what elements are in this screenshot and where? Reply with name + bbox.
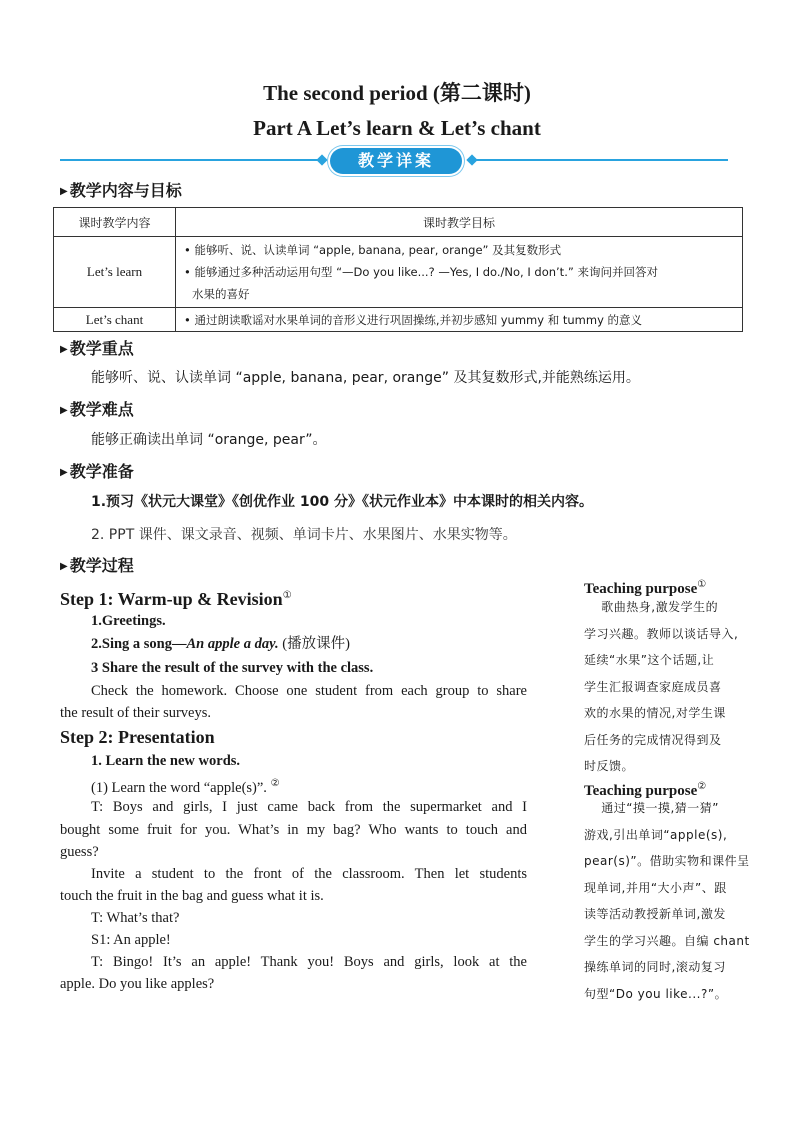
instruction-line: Invite a student to the front of the classroom. Then let students bbox=[91, 866, 527, 882]
triangle-bullet-icon: ▶ bbox=[60, 467, 68, 478]
dialogue-line: guess? bbox=[60, 844, 99, 860]
key-points-text: 能够听、说、认读单词 “apple, banana, pear, orange” 及其复数形式,并能熟练运用。 bbox=[91, 370, 640, 386]
table-row bbox=[54, 237, 743, 308]
teaching-purpose-1-title: Teaching purpose① bbox=[584, 579, 707, 597]
step1-item-2: 2.Sing a song—An apple a day. (播放课件) bbox=[91, 636, 350, 652]
step1-title: Step 1: Warm-up & Revision① bbox=[60, 589, 292, 609]
section-heading-preparation: ▶ 教学准备 bbox=[60, 462, 134, 481]
footnote-marker: ① bbox=[697, 579, 707, 590]
dialogue-line: S1: An apple! bbox=[91, 932, 171, 948]
banner-line-right bbox=[472, 159, 728, 161]
triangle-bullet-icon: ▶ bbox=[60, 344, 68, 355]
triangle-bullet-icon: ▶ bbox=[60, 561, 68, 572]
preparation-item-1: 1.预习《状元大课堂》《创优作业 100 分》《状元作业本》中本课时的相关内容。 bbox=[91, 494, 594, 510]
footnote-marker: ② bbox=[270, 778, 280, 789]
table-header-content: 课时教学内容 bbox=[54, 208, 176, 237]
teaching-purpose-2-text: 通过“摸一摸,猜一猜” 游戏,引出单词“apple(s), pear(s)”。借助实物和课件呈 现单词,并用“大小声”、跟 读等活动教授新单词,激发 学生的学习兴趣。自编 chant 操练单词的同时,滚动复习 句型“Do you like...?”。 bbox=[584, 801, 750, 1001]
step1-item-3: 3 Share the result of the survey with the class. bbox=[91, 660, 374, 676]
goal-line: • 能够听、说、认读单词 “apple, banana, pear, orange” 及其复数形式 bbox=[184, 243, 562, 257]
footnote-marker: ① bbox=[282, 590, 292, 601]
section-heading-difficulties: ▶ 教学难点 bbox=[60, 400, 134, 419]
step2-sub-1-1: (1) Learn the word “apple(s)”. ② bbox=[91, 778, 280, 796]
goal-line: 水果的喜好 bbox=[192, 287, 250, 301]
step1-item-1: 1.Greetings. bbox=[91, 613, 166, 629]
triangle-bullet-icon: ▶ bbox=[60, 405, 68, 416]
dialogue-line: bought some fruit for you. What’s in my bag? Who wants to touch and bbox=[60, 822, 527, 838]
table-cell-content: Let’s learn bbox=[54, 237, 176, 308]
dialogue-line: T: What’s that? bbox=[91, 910, 180, 926]
teaching-purpose-2-title: Teaching purpose② bbox=[584, 781, 707, 799]
section-heading-process: ▶ 教学过程 bbox=[60, 556, 134, 575]
preparation-item-2: 2. PPT 课件、课文录音、视频、单词卡片、水果图片、水果实物等。 bbox=[91, 527, 517, 543]
page-title: The second period (第二课时) bbox=[263, 81, 531, 105]
table-row bbox=[54, 308, 743, 332]
table-cell-content: Let’s chant bbox=[54, 308, 176, 332]
banner-diamond-left bbox=[316, 154, 327, 165]
table-header-row bbox=[54, 208, 743, 237]
banner-label: 教学详案 bbox=[330, 148, 462, 174]
step2-title: Step 2: Presentation bbox=[60, 727, 215, 747]
goal-line: • 能够通过多种活动运用句型 “—Do you like...? —Yes, I do./No, I don’t.” 来询问并回答对 bbox=[184, 265, 658, 279]
banner-line-left bbox=[60, 159, 324, 161]
goal-line: • 通过朗读歌谣对水果单词的音形义进行巩固操练,并初步感知 yummy 和 tummy 的意义 bbox=[184, 312, 643, 327]
section-heading-content-goals: ▶ 教学内容与目标 bbox=[60, 181, 182, 200]
step2-sub-1: 1. Learn the new words. bbox=[91, 753, 241, 769]
step1-paragraph-line: Check the homework. Choose one student from each group to share bbox=[91, 683, 527, 699]
dialogue-line: apple. Do you like apples? bbox=[60, 976, 215, 992]
table-header-goals: 课时教学目标 bbox=[176, 208, 743, 237]
dialogue-line: T: Boys and girls, I just came back from the supermarket and I bbox=[91, 799, 527, 815]
triangle-bullet-icon: ▶ bbox=[60, 186, 68, 197]
footnote-marker: ② bbox=[697, 781, 707, 792]
table-cell-goals bbox=[176, 308, 743, 332]
teaching-purpose-1-text: 歌曲热身,激发学生的 学习兴趣。教师以谈话导入, 延续“水果”这个话题,让 学生汇报调查家庭成员喜 欢的水果的情况,对学生课 后任务的完成情况得到及 时反馈。 bbox=[584, 600, 739, 773]
table-cell-goals bbox=[176, 237, 743, 308]
dialogue-line: T: Bingo! It’s an apple! Thank you! Boys and girls, look at the bbox=[91, 954, 527, 970]
goals-table bbox=[53, 207, 743, 332]
instruction-line: touch the fruit in the bag and guess what it is. bbox=[60, 888, 324, 904]
page-subtitle: Part A Let’s learn & Let’s chant bbox=[253, 116, 541, 140]
section-heading-key-points: ▶ 教学重点 bbox=[60, 339, 134, 358]
difficulties-text: 能够正确读出单词 “orange, pear”。 bbox=[91, 432, 327, 448]
step1-paragraph-line: the result of their surveys. bbox=[60, 705, 212, 721]
